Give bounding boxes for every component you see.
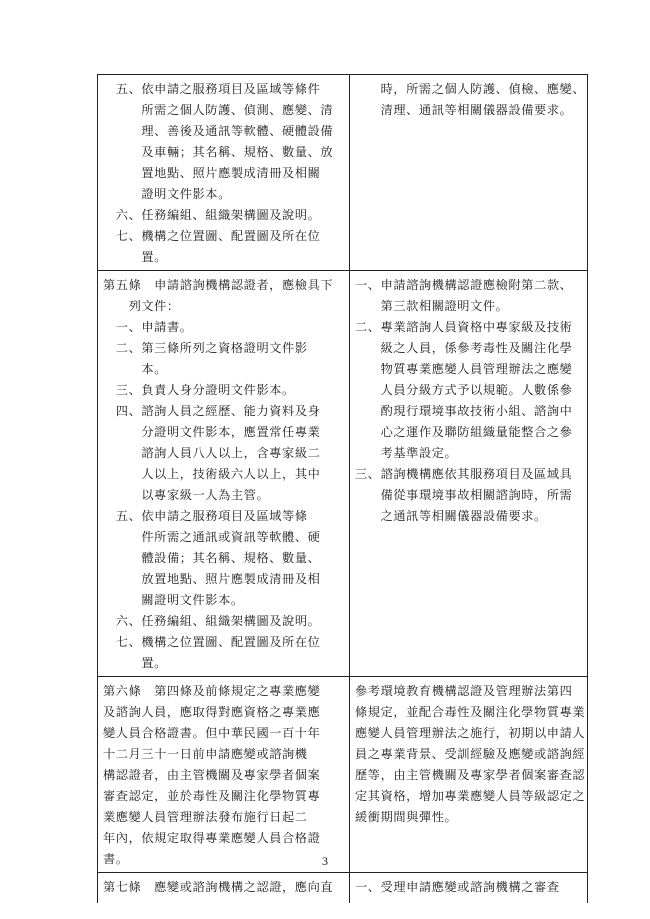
item-text (141, 338, 344, 380)
text-line: 負責人身分證明文件影本。 (141, 383, 295, 397)
list-item (103, 205, 344, 226)
list-item (103, 380, 344, 401)
text-line: 備從事環境事故相關諮詢時，所需 (380, 488, 573, 502)
item-number: 二、 (103, 341, 142, 355)
item-text (141, 226, 344, 268)
list-item (103, 338, 344, 380)
item-number: 一、 (355, 278, 381, 292)
regulation-table (97, 74, 588, 903)
text-line: 諮詢機構應依其服務項目及區域具 (380, 467, 573, 481)
text-line: 十二月三十一日前申請應變或諮詢機 (103, 747, 308, 761)
text-line: 審查認定，並於毒性及關注化學物質專 (103, 789, 321, 803)
text-line: 定其資格，增加專業應變人員等級認定之 (355, 789, 586, 803)
list-item (355, 464, 582, 527)
text-line: 受理申請應變或諮詢機構之審查 (380, 880, 560, 894)
text-line: 機構之位置圖、配置圖及所在位 (141, 229, 321, 243)
article-text-cell (98, 75, 350, 271)
item-number: 三、 (355, 467, 381, 481)
list-item (103, 79, 344, 205)
text-line: 書。 (103, 852, 129, 866)
article-text-cell (98, 271, 350, 677)
text-line: 第三款相關證明文件。 (380, 299, 509, 313)
text-line: 條規定，並配合毒性及關注化學物質專業 (355, 705, 586, 719)
text-line: 分證明文件影本，應置常任專業 (141, 425, 321, 439)
text-line: 申請書。 (141, 320, 193, 334)
text-line: 級之人員，係參考毒性及關注化學 (380, 341, 573, 355)
text-line: 專業諮詢人員資格中專家級及技術 (380, 320, 573, 334)
table-row (98, 873, 588, 903)
item-number: 三、 (103, 383, 142, 397)
item-number: 五、 (103, 82, 142, 96)
text-line: 置。 (141, 656, 167, 670)
item-text (141, 611, 344, 632)
item-text (141, 506, 344, 611)
text-line: 第三條所列之資格證明文件影 (141, 341, 308, 355)
text-line: 依申請之服務項目及區域等條件 (141, 82, 321, 96)
item-number: 五、 (103, 509, 142, 523)
text-line: 體設備；其名稱、規格、數量、 (141, 551, 321, 565)
text-line: 任務編組、組織架構圖及說明。 (141, 614, 321, 628)
text-line: 關證明文件影本。 (141, 593, 244, 607)
item-number: 二、 (355, 320, 381, 334)
text-line: 員之專業背景、受訓經驗及應變或諮詢經 (355, 747, 586, 761)
text-line: 時，所需之個人防護、偵檢、應變、 (355, 82, 586, 96)
text-line: 第六條 第四條及前條規定之專業應變 (103, 684, 321, 698)
item-text (381, 877, 582, 898)
text-line: 諮詢人員八人以上，含專家級二 (141, 446, 321, 460)
text-line: 物質專業應變人員管理辦法之應變 (380, 362, 573, 376)
item-text (381, 464, 582, 527)
text-line: 列文件： (103, 299, 180, 313)
text-line: 人以上，技術級六人以上，其中 (141, 467, 321, 481)
table-row (98, 271, 588, 677)
table-row (98, 677, 588, 873)
text-line: 業應變人員管理辦法發布施行日起二 (103, 810, 308, 824)
item-number: 四、 (103, 404, 142, 418)
list-item (355, 79, 586, 121)
text-line: 證明文件影本。 (141, 187, 231, 201)
list-item (103, 401, 344, 506)
explanation-cell (350, 75, 588, 271)
item-number: 七、 (103, 635, 142, 649)
list-item (103, 226, 344, 268)
item-text (141, 380, 344, 401)
item-text (141, 79, 344, 205)
text-line: 年內，依規定取得專業應變人員合格證 (103, 831, 321, 845)
item-text (141, 632, 344, 674)
table-row (98, 75, 588, 271)
item-number: 一、 (103, 320, 142, 334)
text-line: 歷等，由主管機關及專家學者個案審查認 (355, 768, 586, 782)
page-number: 3 (322, 854, 328, 868)
article-text-cell (98, 677, 350, 873)
text-line: 件所需之通訊或資訊等軟體、硬 (141, 530, 321, 544)
list-item (103, 506, 344, 611)
text-line: 應變人員管理辦法之施行，初期以申請人 (355, 726, 586, 740)
text-line: 放置地點、照片應製成清冊及相 (141, 572, 321, 586)
item-number: 六、 (103, 208, 142, 222)
explanation-cell (350, 271, 588, 677)
article-text-cell (98, 873, 350, 903)
text-line: 構認證者，由主管機關及專家學者個案 (103, 768, 321, 782)
text-line: 依申請之服務項目及區域等條 (141, 509, 308, 523)
text-line: 本。 (141, 362, 167, 376)
text-line: 酌現行環境事故技術小組、諮詢中 (380, 404, 573, 418)
text-line: 及車輛；其名稱、規格、數量、放 (141, 145, 334, 159)
text-line: 之通訊等相關儀器設備要求。 (380, 509, 547, 523)
text-line: 諮詢人員之經歷、能力資料及身 (141, 404, 321, 418)
text-line: 置地點、照片應製成清冊及相關 (141, 166, 321, 180)
list-item (103, 632, 344, 674)
text-line: 變人員合格證書。但中華民國一百十年 (103, 726, 321, 740)
item-number: 七、 (103, 229, 142, 243)
explanation-cell (350, 873, 588, 903)
item-text (141, 205, 344, 226)
text-line: 所需之個人防護、偵測、應變、清 (141, 103, 334, 117)
text-line: 任務編組、組織架構圖及說明。 (141, 208, 321, 222)
text-line: 第五條 申請諮詢機構認證者，應檢具下 (103, 278, 334, 292)
list-item (355, 317, 582, 464)
item-text (355, 79, 585, 121)
list-item (355, 275, 582, 317)
text-line: 緩衝期間與彈性。 (355, 810, 458, 824)
item-text (141, 401, 344, 506)
item-text (381, 317, 582, 464)
text-line: 及諮詢人員，應取得對應資格之專業應 (103, 705, 321, 719)
text-line: 人員分級方式予以規範。人數係參 (380, 383, 573, 397)
list-item (355, 877, 582, 898)
text-line: 理、善後及通訊等軟體、硬體設備 (141, 124, 334, 138)
item-text (381, 275, 582, 317)
text-line: 參考環境教育機構認證及管理辦法第四 (355, 684, 573, 698)
item-text (141, 317, 344, 338)
list-item (103, 317, 344, 338)
text-line: 清理、通訊等相關儀器設備要求。 (355, 103, 573, 117)
text-line: 申請諮詢機構認證應檢附第二款、 (380, 278, 573, 292)
item-number: 一、 (355, 880, 381, 894)
text-line: 置。 (141, 250, 167, 264)
text-line: 以專家級一人為主管。 (141, 488, 270, 502)
item-number: 六、 (103, 614, 142, 628)
text-line: 心之運作及聯防組織量能整合之參 (380, 425, 573, 439)
explanation-cell (350, 677, 588, 873)
list-item (103, 611, 344, 632)
text-line: 第七條 應變或諮詢機構之認證，應向直 (103, 880, 334, 894)
text-line: 機構之位置圖、配置圖及所在位 (141, 635, 321, 649)
text-line: 考基準設定。 (380, 446, 458, 460)
